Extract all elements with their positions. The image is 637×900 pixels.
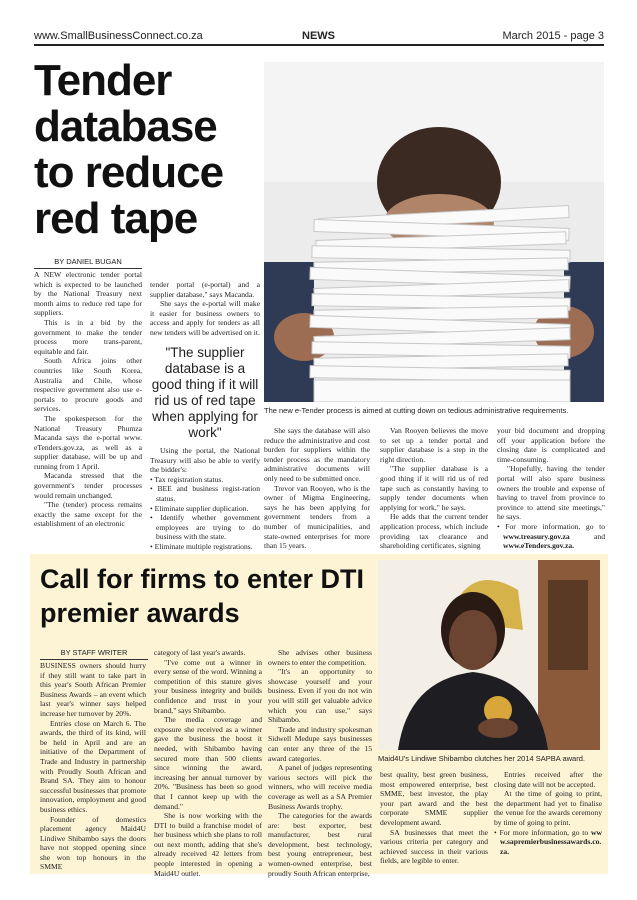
story2-column-5: [494, 770, 602, 856]
paragraph: Entries close on March 6. The awards, the third of its kind, will be held in April and are an initiative of the Department of Trade and Industry in partnership with Proudly South African and Brand SA. They aim to honour successful businesses that promote innovation, employment and good business ethics.: [40, 718, 146, 814]
portrait-illustration: [378, 560, 600, 750]
paragraph: Entries received after the closing date will not be accepted.: [494, 770, 602, 789]
page-header: [34, 30, 604, 46]
paragraph: Trade and industry spokesman Sidwell Medupe says businesses can enter any three of the 15 award categories.: [268, 724, 372, 763]
paragraph: The spokesperson for the National Treasury Phumza Macanda says the e-portal www. eTenders.gov.za, as well as a supplier database, will be up and running from 1 April.: [34, 413, 142, 471]
paragraph: Founder of domestics placement agency Maid4U Lindiwe Shibambo says the doors have not stopped opening since she won top honours in the SMME: [40, 814, 146, 872]
story2-column-2: [154, 648, 262, 878]
story1-column-1: [34, 270, 142, 529]
paragraph: At the time of going to print, the department had yet to finalise the venue for the awards ceremony by time of going to print.: [494, 789, 602, 827]
more-info-list: [497, 522, 605, 551]
paragraph: Van Rooyen believes the move to set up a tender portal and supplier database is a step in the right direction.: [380, 426, 488, 464]
paper-stack-illustration: [264, 62, 604, 402]
paragraph: The media coverage and exposure she received as a winner gave the business the boost it needed, with Shibambo having secured more than 500 clients since winning the award, increasing her annual turnover by 20%. "Business has been so good that I cannot keep up with the demand.": [154, 715, 262, 811]
story1-pullquote: "The supplier database is a good thing if it will rid us of red tape when applying for work": [151, 345, 259, 440]
list-item: • For more information, go to www.treasury.gov.za and www.eTenders.gov.za.: [497, 522, 605, 551]
story2-byline: BY STAFF WRITER: [40, 648, 148, 660]
awards-link[interactable]: www.sapremierbusinessawards.co.za.: [500, 827, 602, 856]
paragraph: "I've come out a winner in every sense of the word. Winning a competition of this stature gives your business integrity and builds confidence and trust in your brand," says Shibambo.: [154, 657, 262, 715]
paragraph: She advises other business owners to enter the competition.: [268, 648, 372, 667]
paragraph: Using the portal, the National Treasury will also be able to verify the bidder's:: [150, 446, 260, 475]
paragraph: BUSINESS owners should hurry if they still want to take part in this year's South African Premier Business Awards – an event which last year's winner says helped increase her turnover by 20%.: [40, 661, 146, 718]
paragraph: She is now working with the DTI to build a franchise model of her business which she plans to roll out next month, adding that she's already received 42 letters from people interested in opening a Maid4U outlet.: [154, 811, 262, 878]
paragraph: your bid document and dropping off your application before the closing date is complicated and time-consuming.: [497, 426, 605, 464]
paragraph: She says the database will also reduce the administrative and cost burden for suppliers within the tender process as the mandatory administrative documents will only need to be submitted once.: [264, 426, 370, 483]
story1-photo: [264, 62, 604, 402]
story1-byline: BY DANIEL BUGAN: [34, 257, 142, 269]
paragraph: "Hopefully, having the tender portal will also spare business owners the trouble and expense of having to travel from province to province to attend site meetings," he says.: [497, 464, 605, 522]
paragraph: South Africa joins other countries like South Korea, Australia and Chile, whose respective government also use e-portals to procure goods and services.: [34, 356, 142, 414]
paragraph: This is in a bid by the government to make the tender process more trans-parent, equitable and fair.: [34, 317, 142, 356]
verification-list: [150, 475, 260, 552]
list-item: • Tax registration status.: [150, 475, 260, 485]
paragraph: "It's an opportunity to showcase yourself and your business. Even if you do not win you will still get valuable advice which you can use," says Shibambo.: [268, 667, 372, 725]
paragraph: best quality, best green business, most empowered enterprise, best SMME, best investor, the play your part award and the best corporate SMME supplier development award.: [380, 770, 488, 827]
paragraph: SA businesses that meet the various criteria per category and achieved success in their various fields, are legible to enter.: [380, 827, 488, 866]
story2-photo: [378, 560, 600, 750]
list-item: • BEE and business regist-ration status.: [150, 484, 260, 503]
story2-photo-caption: Maid4U's Lindiwe Shibambo clutches her 2014 SAPBA award.: [378, 754, 585, 763]
site-url[interactable]: www.SmallBusinessConnect.co.za: [34, 30, 203, 42]
story2-headline: Call for firms to enter DTI premier awards: [40, 564, 365, 628]
paragraph: She says the e-portal will make it easier for business owners to access and apply for tenders as all new tenders will be advertised on it.: [150, 299, 260, 337]
page-info: March 2015 - page 3: [502, 30, 604, 42]
story2-column-3: [268, 648, 372, 878]
story1-headline: Tender database to reduce red tape: [34, 56, 224, 243]
etenders-link[interactable]: www.eTenders.gov.za.: [503, 541, 575, 551]
paragraph: category of last year's awards.: [154, 648, 246, 657]
story2-column-4: [380, 770, 488, 866]
story1-photo-caption: The new e-Tender process is aimed at cutting down on tedious administrative requirements.: [264, 406, 569, 415]
list-item: • Eliminate multiple registrations.: [150, 542, 260, 552]
story1-column-2-top: [150, 280, 260, 338]
story2-column-1: [40, 661, 146, 872]
story1-column-4: [380, 426, 488, 551]
story1-column-3: [264, 426, 370, 551]
list-item: • Identify whether government employees are trying to do business with the state.: [150, 513, 260, 542]
paragraph: The categories for the awards are: best exporter, best manufacturer, best rural development, best technology, best young entrepreneur, best women-owned enterprise, best proudly South African enterprise,: [268, 811, 372, 878]
story1-column-2-bottom: [150, 446, 260, 552]
paragraph: Macanda stressed that the government's tender processes would remain unchanged.: [34, 471, 142, 500]
more-info-list: [494, 828, 602, 857]
paragraph: "The supplier database is a good thing if it will rid us of red tape such as constantly having to supply tender documents when applying for work," he says.: [380, 464, 488, 512]
list-item: • For more information, go to www.sapremierbusinessawards.co.za.: [494, 828, 602, 857]
paragraph: "The (tender) process remains exactly the same except for the establishment of an electronic: [34, 500, 142, 529]
paragraph: A panel of judges representing various sectors will pick the winners, who will receive media coverage as well as a SA Premier Business Awards trophy.: [268, 763, 372, 811]
section-label: NEWS: [302, 30, 335, 42]
paragraph: tender portal (e-portal) and a supplier database," says Macanda.: [150, 280, 260, 299]
list-item: • Eliminate supplier duplication.: [150, 504, 260, 514]
treasury-link[interactable]: www.treasury.gov.za: [503, 531, 570, 541]
paragraph: A NEW electronic tender portal which is expected to be launched by the National Treasury next month aims to reduce red tape for suppliers.: [34, 270, 142, 318]
story1-column-5: [497, 426, 605, 551]
paragraph: He adds that the current tender application process, which include providing tax clearance and shareholding certificates, signing: [380, 512, 488, 551]
paragraph: Trevor van Rooyen, who is the owner of Migma Engineering, says he has been applying for government tenders from a number of municipalities, and state-owned enterprises for more than 15 years.: [264, 483, 370, 551]
